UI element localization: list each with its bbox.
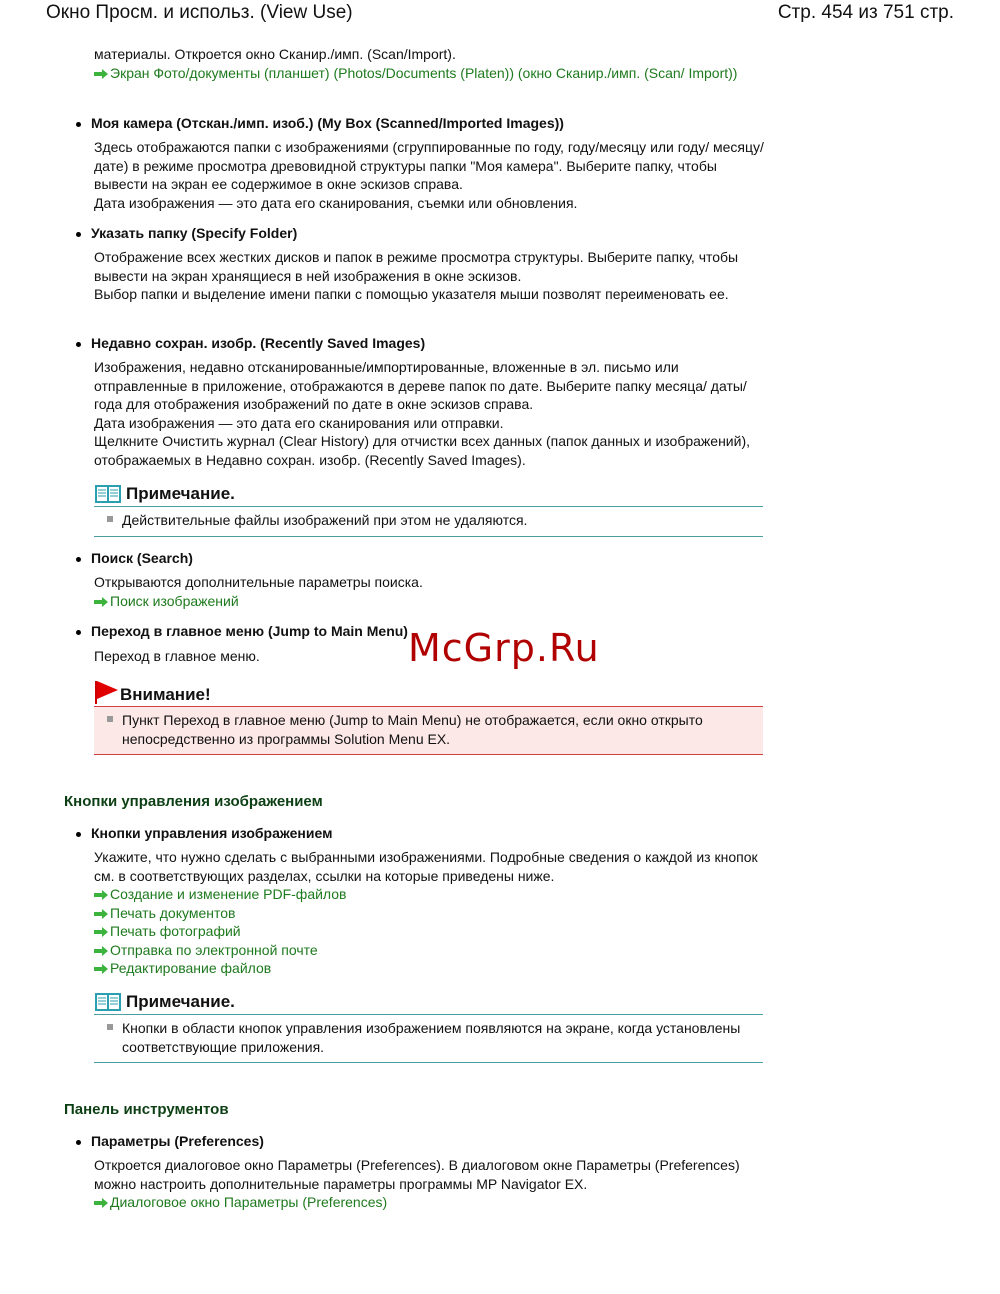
document-title: Окно Просм. и использ. (View Use) <box>46 2 353 23</box>
arrow-right-icon <box>94 1198 108 1208</box>
arrow-right-icon <box>94 69 108 79</box>
image-buttons-description <box>94 848 764 978</box>
preferences-text: Откроется диалоговое окно Параметры (Preferences). В диалоговом окне Параметры (Preferences) можно настроить дополнительные параметры программы MP Navigator EX. <box>94 1157 740 1192</box>
heading-search: Поиск (Search) <box>76 549 193 567</box>
note-item: Действительные файлы изображений при этом не удаляются. <box>94 507 763 537</box>
square-bullet-icon <box>107 716 113 722</box>
book-icon <box>94 992 122 1012</box>
heading-specify-folder: Указать папку (Specify Folder) <box>76 224 297 242</box>
link-photos-documents-platen[interactable]: Экран Фото/документы (планшет) (Photos/Documents (Platen)) (окно Сканир./имп. (Scan/ Import)) <box>94 64 764 83</box>
bullet-icon <box>76 1140 81 1145</box>
warning-item: Пункт Переход в главное меню (Jump to Main Menu) не отображается, если окно открыто непосредственно из программы Solution Menu EX. <box>94 707 763 755</box>
arrow-right-icon <box>94 964 108 974</box>
page-header <box>0 2 1000 28</box>
warning-box <box>94 677 763 755</box>
search-text: Открываются дополнительные параметры поиска. <box>94 574 423 590</box>
image-buttons-text: Укажите, что нужно сделать с выбранными изображениями. Подробные сведения о каждой из кнопок см. в соответствующих разделах, ссылки на которые приведены ниже. <box>94 849 758 884</box>
arrow-right-icon <box>94 927 108 937</box>
bullet-icon <box>76 122 81 127</box>
link-preferences-dialog[interactable]: Диалоговое окно Параметры (Preferences) <box>94 1193 764 1212</box>
arrow-right-icon <box>94 909 108 919</box>
book-icon <box>94 484 122 504</box>
bullet-icon <box>76 630 81 635</box>
bullet-icon <box>76 832 81 837</box>
recently-saved-text-1: Изображения, недавно отсканированные/импортированные, вложенные в эл. письмо или отправленные в приложение, отображаются в дереве папок по дате. Выберите папку месяца/ даты/года для отображения изображений по дате в окне эскизов справа. <box>94 359 747 412</box>
section-heading-toolbar: Панель инструментов <box>64 1101 229 1118</box>
arrow-right-icon <box>94 597 108 607</box>
square-bullet-icon <box>107 516 113 522</box>
specify-folder-description <box>94 248 764 304</box>
note-box-1 <box>94 480 763 537</box>
heading-my-box: Моя камера (Отскан./имп. изоб.) (My Box (Scanned/Imported Images)) <box>76 114 564 132</box>
link-print-photos[interactable]: Печать фотографий <box>94 922 764 941</box>
note-title: Примечание. <box>94 988 763 1015</box>
intro-paragraph <box>94 45 764 82</box>
note-item: Кнопки в области кнопок управления изображением появляются на экране, когда установлены соответствующие приложения. <box>94 1015 763 1063</box>
specify-folder-text-2: Выбор папки и выделение имени папки с помощью указателя мыши позволят переименовать ее. <box>94 286 729 302</box>
jump-text: Переход в главное меню. <box>94 648 260 664</box>
specify-folder-text-1: Отображение всех жестких дисков и папок в режиме просмотра структуры. Выберите папку, чтобы вывести на экран хранящиеся в ней изображения в окне эскизов. <box>94 249 739 284</box>
note-box-2 <box>94 988 763 1063</box>
warning-title: Внимание! <box>94 677 763 707</box>
heading-preferences: Параметры (Preferences) <box>76 1132 264 1150</box>
bullet-icon <box>76 342 81 347</box>
heading-jump-main-menu: Переход в главное меню (Jump to Main Menu) <box>76 622 408 640</box>
watermark-text: McGrp.Ru <box>408 626 600 670</box>
heading-image-buttons: Кнопки управления изображением <box>76 824 332 842</box>
bullet-icon <box>76 557 81 562</box>
my-box-text-1: Здесь отображаются папки с изображениями (сгруппированные по году, году/месяцу или году/ месяцу/дате) в режиме просмотра древовидной структуры папки "Моя камера". Выберите папку, чтобы вывести на экран ее содержимое в окне эскизов справа. <box>94 139 764 192</box>
arrow-right-icon <box>94 946 108 956</box>
recently-saved-description <box>94 358 764 469</box>
my-box-text-2: Дата изображения — это дата его сканирования, съемки или обновления. <box>94 194 578 211</box>
search-description <box>94 573 764 610</box>
note-title: Примечание. <box>94 480 763 507</box>
section-heading-image-buttons: Кнопки управления изображением <box>64 793 323 810</box>
page-counter: Стр. 454 из 751 стр. <box>777 2 954 23</box>
square-bullet-icon <box>107 1024 113 1030</box>
recently-saved-text-3: Щелкните Очистить журнал (Clear History) для отчистки всех данных (папок данных и изображений), отображаемых в Недавно сохран. изобр. (Recently Saved Images). <box>94 433 751 468</box>
link-print-documents[interactable]: Печать документов <box>94 904 764 923</box>
recently-saved-text-2: Дата изображения — это дата его сканирования или отправки. <box>94 414 504 431</box>
link-image-search[interactable]: Поиск изображений <box>94 592 764 611</box>
red-flag-icon <box>94 679 120 705</box>
intro-text: материалы. Откроется окно Сканир./имп. (Scan/Import). <box>94 46 456 62</box>
bullet-icon <box>76 232 81 237</box>
heading-recently-saved: Недавно сохран. изобр. (Recently Saved Images) <box>76 334 425 352</box>
preferences-description <box>94 1156 764 1212</box>
link-pdf-files[interactable]: Создание и изменение PDF-файлов <box>94 885 764 904</box>
my-box-description <box>94 138 764 212</box>
link-send-email[interactable]: Отправка по электронной почте <box>94 941 764 960</box>
link-edit-files[interactable]: Редактирование файлов <box>94 959 764 978</box>
arrow-right-icon <box>94 890 108 900</box>
